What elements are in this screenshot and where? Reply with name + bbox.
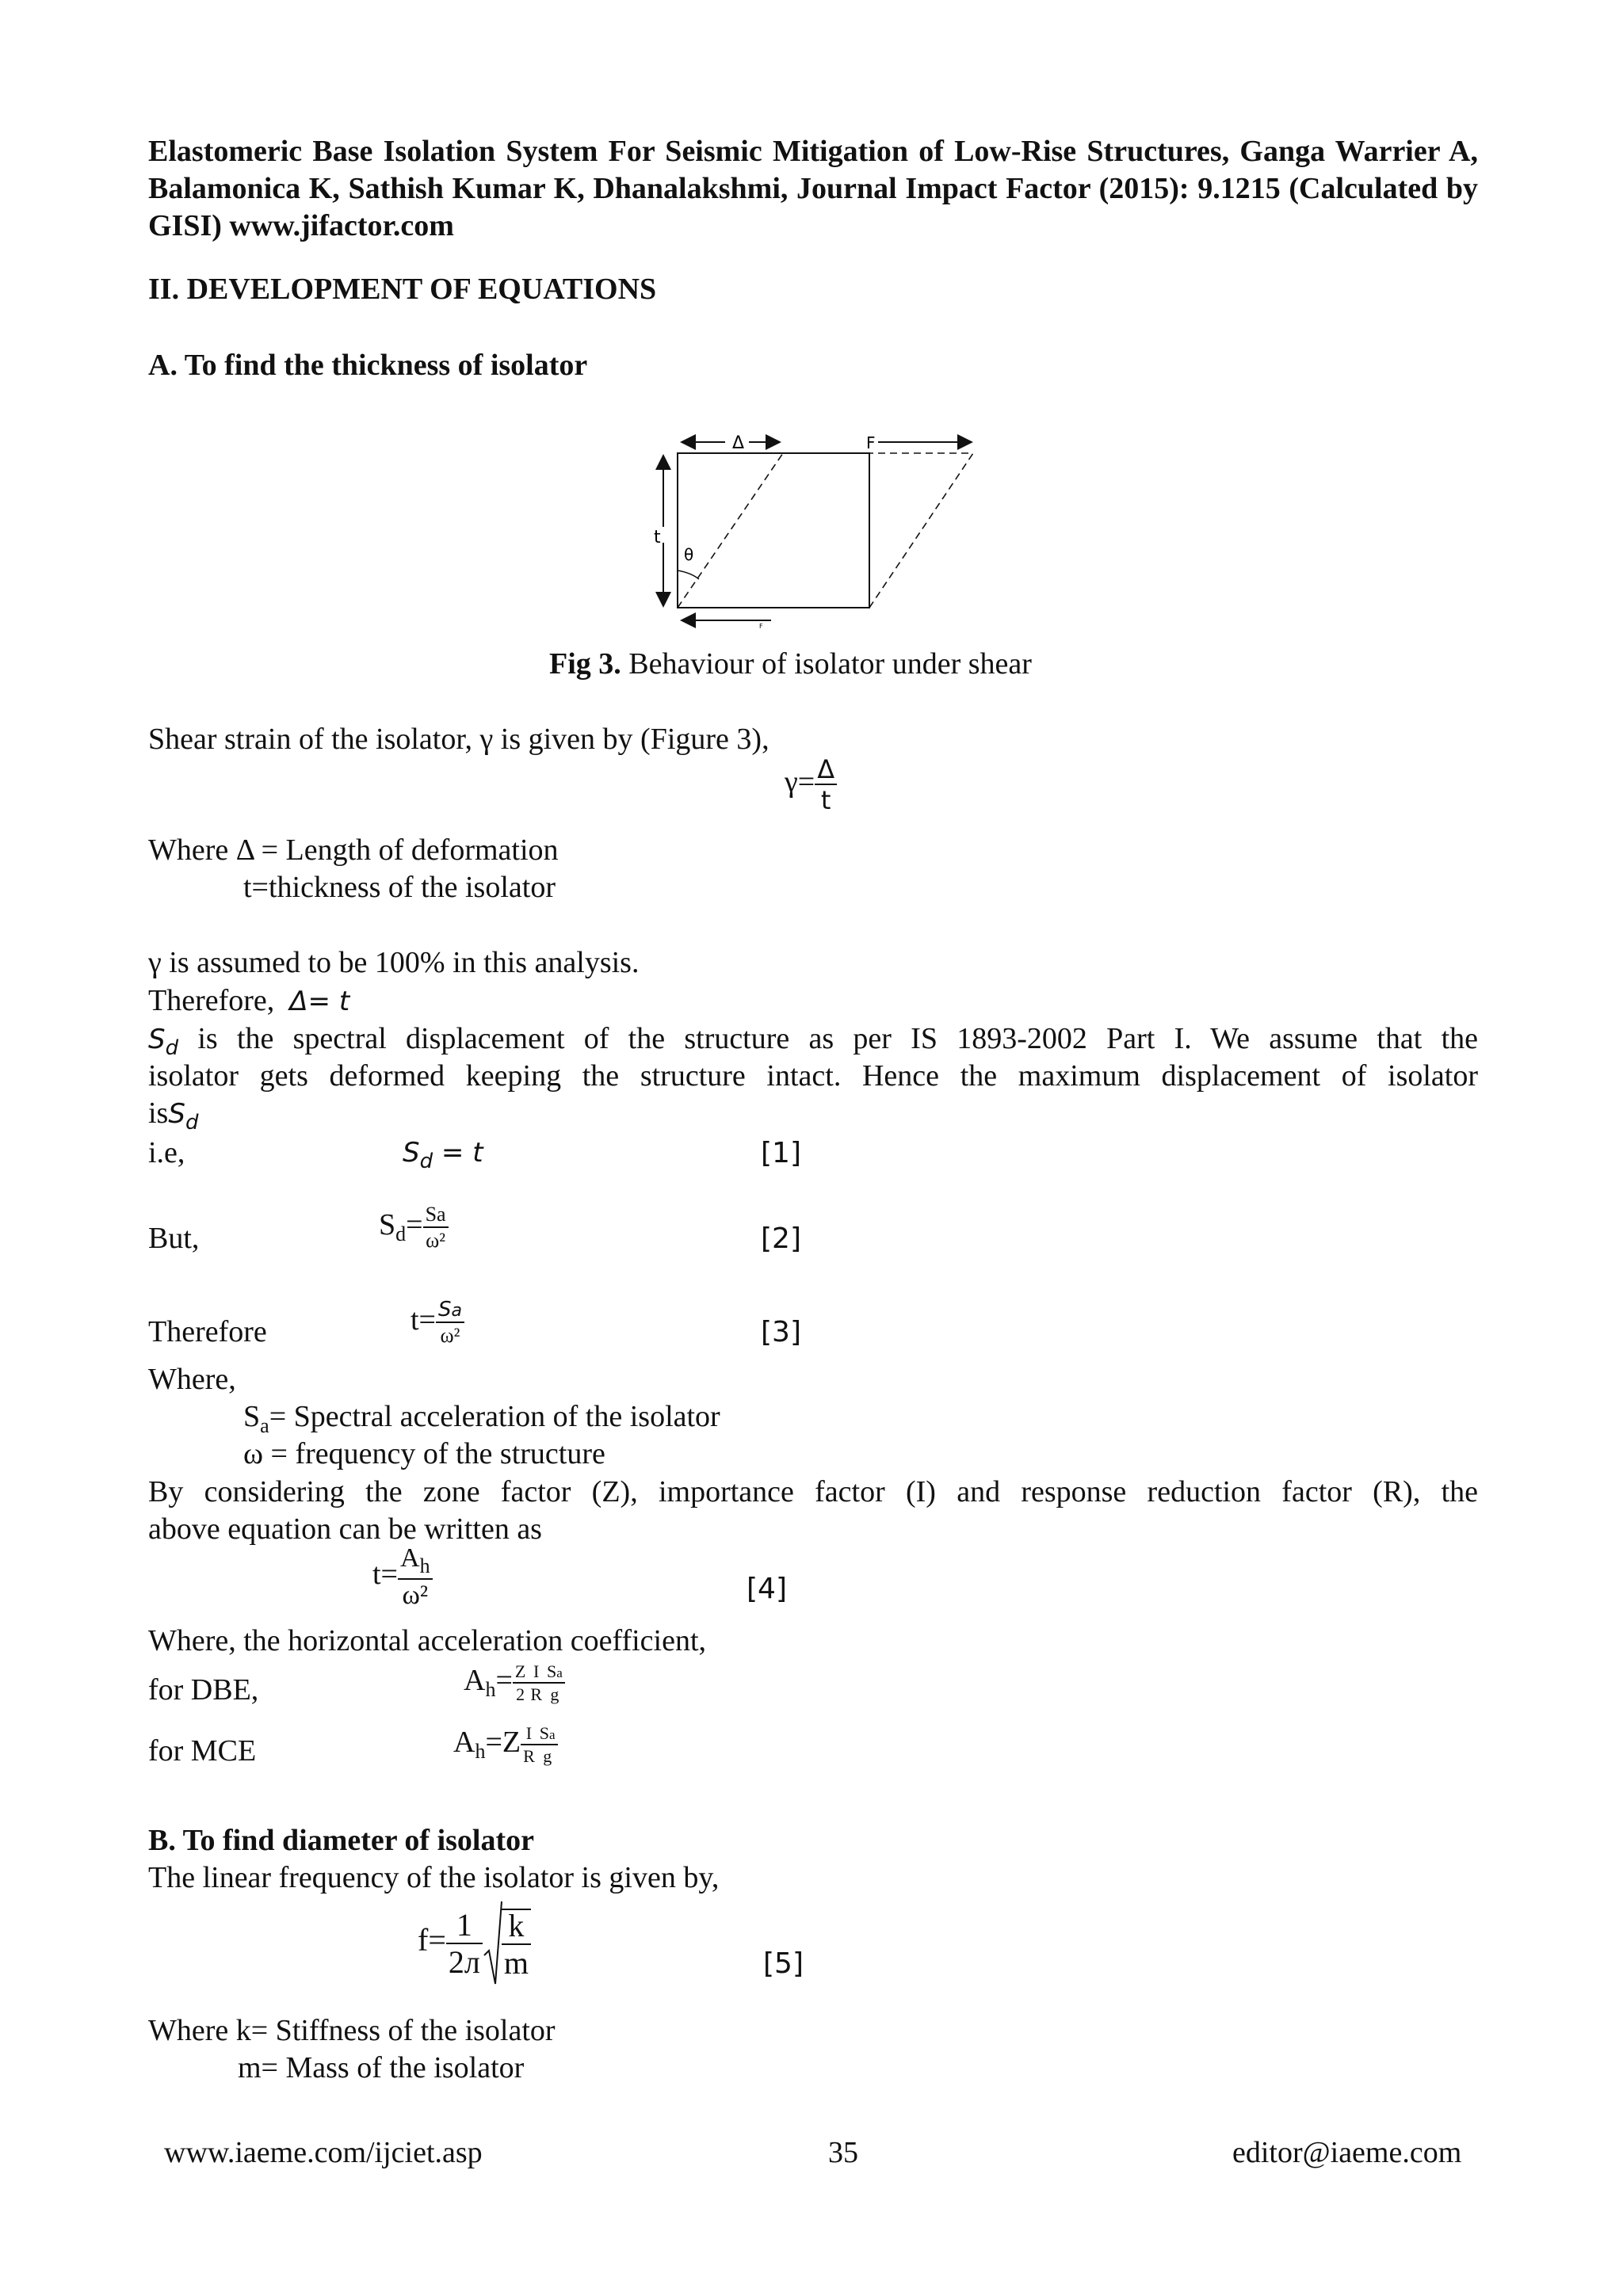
- gamma-fraction: [815, 754, 837, 815]
- running-header: Elastomeric Base Isolation System For Seismic Mitigation of Low-Rise Structures, Ganga Warrier A, Balamonica K, Sathish Kumar K, Dhanalakshmi, Journal Impact Factor (2015): 9.1215 (Calculated by GISI) www.jifactor.com: [148, 135, 1478, 242]
- sd-paragraph-line3: isS$_d$: [148, 1097, 199, 1135]
- where-label: Where,: [148, 1363, 236, 1396]
- where-m-text: m= Mass of the isolator: [238, 2051, 525, 2084]
- eq5-sqrt-fraction: $\frac{k}{m}$: [502, 1909, 531, 1979]
- eq4-fraction: $\frac{A_h}{\text{ω²}}$: [398, 1545, 433, 1609]
- sd-text-line1: is the spectral displacement of the structure as per IS 1893-2002 Part I. We assume that the: [178, 1022, 1478, 1055]
- eq3-formula: t= $\frac{Sa}{\text{ω²}}$: [411, 1299, 464, 1346]
- mce-label: for MCE: [148, 1734, 257, 1768]
- eq2-number: [2]: [761, 1222, 801, 1255]
- isolator-block: [678, 453, 869, 608]
- sd-paragraph-line2: isolator gets deformed keeping the structure intact. Hence the maximum displacement of isolator: [148, 1059, 1478, 1093]
- eq2-fraction: $\frac{Sa}{\text{ω²}}$: [423, 1204, 449, 1251]
- where-sa-text: $S_a=$ Spectral acceleration of the isolator: [243, 1400, 720, 1437]
- thickness-label: t: [654, 528, 661, 547]
- where-k-text: Where k= Stiffness of the isolator: [148, 2014, 556, 2047]
- eq4-number: [4]: [747, 1573, 787, 1605]
- eq1-formula: $S_d = t$: [403, 1137, 483, 1173]
- deformed-left-edge: [678, 453, 783, 608]
- footer-url: www.iaeme.com/ijciet.asp: [164, 2136, 483, 2169]
- theta-arc: [678, 570, 699, 579]
- isolator-shear-figure: [642, 424, 991, 630]
- sqrt-sign: [483, 1900, 503, 1987]
- page-number: 35: [828, 2136, 858, 2169]
- eq1-label: i.e,: [148, 1136, 185, 1169]
- shear-strain-text: Shear strain of the isolator, γ is given by (Figure 3),: [148, 723, 769, 756]
- mce-formula: $A_h=Z$ $\frac{I}{R}$ $\frac{Sa}{g}$: [453, 1724, 558, 1770]
- horizontal-coeff-text: Where, the horizontal acceleration coefficient,: [148, 1624, 707, 1657]
- caption-text: Behaviour of isolator under shear: [621, 647, 1032, 681]
- where-omega-text: ω = frequency of the structure: [243, 1437, 605, 1470]
- delta-equals-t: Δ= t: [289, 986, 350, 1017]
- sd-symbol-2: $S_d$: [168, 1098, 199, 1135]
- where-delta-text: Where Δ = Length of deformation: [148, 833, 559, 867]
- gamma-equation: [785, 754, 837, 815]
- force-label-bottom: F: [759, 623, 763, 630]
- linear-frequency-text: The linear frequency of the isolator is given by,: [148, 1861, 720, 1894]
- eq4-formula: t= $\frac{A_h}{\text{ω²}}$: [372, 1545, 433, 1609]
- gamma-lhs: γ=: [785, 765, 815, 799]
- therefore-label: Therefore,: [148, 984, 275, 1017]
- eq1-number: [1]: [761, 1137, 801, 1169]
- figure-caption: [549, 646, 1032, 683]
- zone-paragraph-line1: By considering the zone factor (Z), importance factor (I) and response reduction factor (R), the: [148, 1475, 1478, 1508]
- therefore-delta-line: [148, 982, 349, 1020]
- delta-label: Δ: [732, 433, 745, 453]
- eq3-number: [3]: [761, 1316, 801, 1348]
- gamma-assumed-text: γ is assumed to be 100% in this analysis.: [148, 946, 640, 979]
- eq5-number: [5]: [763, 1947, 804, 1980]
- dbe-formula: $A_h=$ $\frac{Z}{2}$ $\frac{I}{R}$ $\frac{Sa}{g}$: [464, 1662, 565, 1708]
- dbe-label: for DBE,: [148, 1673, 259, 1707]
- subsection-heading-b: B. To find diameter of isolator: [148, 1824, 534, 1857]
- deformed-right-edge: [869, 453, 973, 608]
- section-heading: II. DEVELOPMENT OF EQUATIONS: [148, 273, 657, 306]
- force-label-top: F: [866, 433, 876, 452]
- eq5-formula: f= $\frac{1}{2л}$ $\frac{k}{m}$: [418, 1900, 531, 1987]
- eq2-label: But,: [148, 1222, 200, 1255]
- gamma-numerator: Δ: [815, 757, 837, 785]
- eq3-fraction: $\frac{Sa}{\text{ω²}}$: [436, 1299, 464, 1346]
- where-t-text: t=thickness of the isolator: [243, 871, 556, 904]
- sd-symbol: $S_d$: [148, 1024, 179, 1060]
- gamma-denominator: t: [820, 785, 831, 815]
- caption-label: Fig 3.: [549, 647, 621, 681]
- zone-paragraph-line2: above equation can be written as: [148, 1512, 542, 1546]
- eq3-label: Therefore: [148, 1315, 267, 1348]
- eq5-fraction: $\frac{1}{2л}$: [446, 1909, 483, 1978]
- footer-email: editor@iaeme.com: [1232, 2136, 1462, 2169]
- subsection-heading-a: A. To find the thickness of isolator: [148, 349, 588, 382]
- theta-label: θ: [684, 545, 694, 564]
- eq2-formula: $S_d=$ $\frac{Sa}{\text{ω²}}$: [379, 1204, 449, 1253]
